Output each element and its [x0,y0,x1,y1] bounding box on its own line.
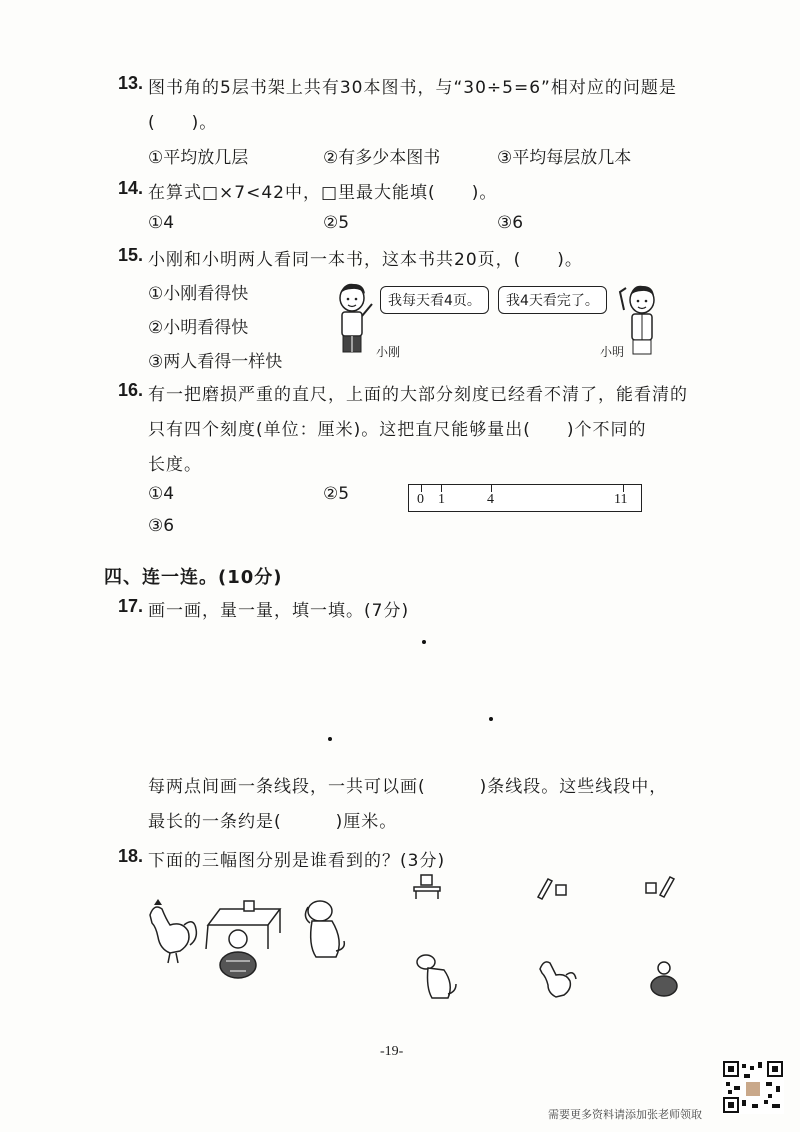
name-label-right: 小明 [600,345,625,359]
q15-option-2: ②小明看得快 [148,318,249,338]
q17-text: 画一画，量一量，填一填。(7分) [148,601,410,621]
ruler-label-11: 11 [614,492,628,507]
ruler-label-0: 0 [417,492,424,507]
q15-number: 15. [118,245,144,265]
ruler [408,484,642,512]
speech-bubble-right: 我4天看完了。 [498,286,607,314]
view-1-icon [412,873,442,901]
q15-option-3: ③两人看得一样快 [148,352,283,372]
ruler-tick [623,485,624,492]
q14-option-2: ②5 [323,213,350,233]
ruler-tick [441,485,442,492]
q13-option-1: ①平均放几层 [148,148,249,168]
q13-blank: ( )。 [148,113,218,133]
q17-number: 17. [118,596,144,616]
q13-text: 图书角的5层书架上共有30本图书，与“30÷5=6”相对应的问题是 [148,78,677,98]
q14-option-1: ①4 [148,213,175,233]
q18-number: 18. [118,846,144,866]
q14-option-3: ③6 [497,213,524,233]
rooster-small-icon [534,955,578,1001]
q16-option-3: ③6 [148,516,175,536]
q16-line-2: 只有四个刻度(单位：厘米)。这把直尺能够量出( )个不同的 [148,420,647,440]
ruler-tick [491,485,492,492]
ruler-label-1: 1 [438,492,445,507]
q15-text: 小刚和小明两人看同一本书，这本书共20页，( )。 [148,250,583,270]
q13-option-2: ②有多少本图书 [323,148,441,168]
name-label-left: 小刚 [376,345,401,359]
footer-note: 需要更多资料请添加张老师领取 [548,1108,702,1121]
view-3-icon [642,873,678,901]
view-2-icon [534,873,570,901]
boy-right-illustration [618,282,664,362]
q17-line-1: 每两点间画一条线段，一共可以画( )条线段。这些线段中， [148,777,668,797]
point-dot [328,737,332,741]
point-dot [422,640,426,644]
q16-line-3: 长度。 [148,455,202,475]
ruler-tick [421,485,422,492]
dog-icon [305,901,344,957]
q17-line-2: 最长的一条约是( )厘米。 [148,812,398,832]
q16-option-1: ①4 [148,484,175,504]
scene-illustration [140,895,360,990]
speech-bubble-left: 我每天看4页。 [380,286,489,314]
qr-code-icon [722,1060,784,1114]
q18-text: 下面的三幅图分别是谁看到的？(3分) [148,851,446,871]
q13-number: 13. [118,73,144,93]
turtle-small-icon [648,960,680,998]
turtle-icon [220,930,256,978]
ruler-label-4: 4 [487,492,494,507]
point-dot [489,717,493,721]
q14-number: 14. [118,178,144,198]
dog-small-icon [414,952,460,1004]
q14-text: 在算式□×7<42中，□里最大能填( )。 [148,183,498,203]
boy-left-illustration [334,280,376,360]
q15-option-1: ①小刚看得快 [148,284,249,304]
page-number: -19- [380,1044,404,1059]
q16-line-1: 有一把磨损严重的直尺，上面的大部分刻度已经看不清了，能看清的 [148,385,688,405]
q16-option-2: ②5 [323,484,350,504]
q16-number: 16. [118,380,144,400]
rooster-icon [150,899,196,963]
section-title: 四、连一连。(10分) [104,567,283,588]
q13-option-3: ③平均每层放几本 [497,148,632,168]
